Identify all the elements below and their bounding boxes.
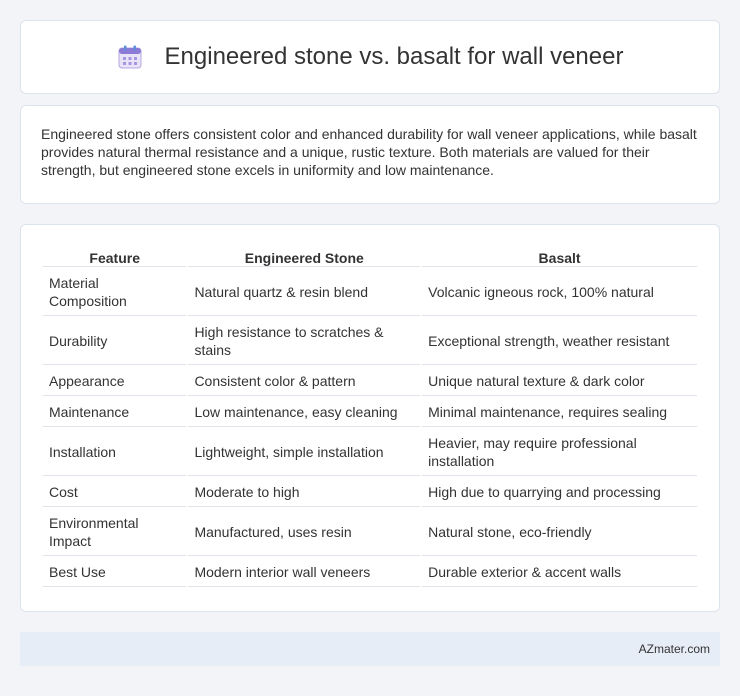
table-cell-engineered-stone: Manufactured, uses resin [188,509,420,556]
table-header-row [43,246,697,267]
table-cell-feature: Durability [43,318,186,365]
column-header-engineered-stone: Engineered Stone [188,246,420,267]
footer [20,632,720,666]
title-card [20,20,720,94]
comparison-table-card [20,224,720,612]
table-row [43,478,697,507]
footer-brand: AZmater.com [638,642,710,656]
table-row [43,429,697,476]
table-cell-engineered-stone: Moderate to high [188,478,420,507]
table-cell-feature: Cost [43,478,186,507]
table-cell-basalt: Natural stone, eco-friendly [422,509,697,556]
table-cell-engineered-stone: Lightweight, simple installation [188,429,420,476]
table-cell-engineered-stone: High resistance to scratches & stains [188,318,420,365]
table-cell-feature: Material Composition [43,269,186,316]
table-row [43,367,697,396]
table-cell-basalt: Minimal maintenance, requires sealing [422,398,697,427]
summary-text: Engineered stone offers consistent color and enhanced durability for wall veneer applications, while basalt provides natural thermal resistance and a unique, rustic texture. Both materials are valued for their strength, but engineered stone excels in uniformity and low maintenance. [41,126,697,178]
table-cell-feature: Appearance [43,367,186,396]
table-row [43,509,697,556]
table-cell-feature: Best Use [43,558,186,587]
table-cell-engineered-stone: Consistent color & pattern [188,367,420,396]
page-title: Engineered stone vs. basalt for wall veneer [164,43,624,70]
table-cell-feature: Installation [43,429,186,476]
calendar-icon [117,44,143,70]
table-cell-engineered-stone: Modern interior wall veneers [188,558,420,587]
table-cell-engineered-stone: Low maintenance, easy cleaning [188,398,420,427]
table-row [43,558,697,587]
table-cell-basalt: High due to quarrying and processing [422,478,697,507]
table-cell-feature: Maintenance [43,398,186,427]
table-cell-basalt: Exceptional strength, weather resistant [422,318,697,365]
table-cell-basalt: Durable exterior & accent walls [422,558,697,587]
comparison-table [41,244,699,589]
column-header-basalt: Basalt [422,246,697,267]
table-cell-feature: Environmental Impact [43,509,186,556]
table-row [43,318,697,365]
table-row [43,269,697,316]
summary-card [20,105,720,204]
table-cell-basalt: Heavier, may require professional installation [422,429,697,476]
table-cell-basalt: Volcanic igneous rock, 100% natural [422,269,697,316]
table-cell-engineered-stone: Natural quartz & resin blend [188,269,420,316]
table-row [43,398,697,427]
table-cell-basalt: Unique natural texture & dark color [422,367,697,396]
column-header-feature: Feature [43,246,186,267]
